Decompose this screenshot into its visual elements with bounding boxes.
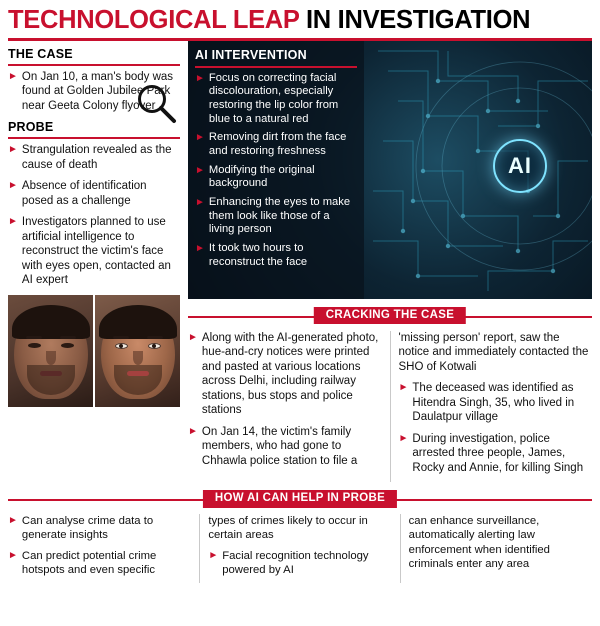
arrow-icon: ►	[8, 216, 18, 228]
arrow-icon: ►	[208, 549, 219, 561]
nose	[133, 351, 143, 365]
how-ai-col-2	[199, 514, 391, 583]
left-column	[8, 41, 180, 482]
eyebrow-left	[26, 336, 42, 339]
eye-left	[28, 343, 41, 348]
the-case-rule	[8, 64, 180, 66]
ai-intervention-bullet	[195, 131, 357, 158]
how-ai-col-1	[8, 514, 191, 583]
ai-intervention-heading: AI INTERVENTION	[195, 47, 307, 62]
mouth	[127, 371, 149, 376]
cracking-col-left	[188, 331, 382, 482]
ai-intervention-bullet-text: Enhancing the eyes to make them look like those of a living person	[208, 196, 351, 236]
victim-ai-reconstructed-photo	[95, 295, 180, 407]
magnifier-icon	[134, 81, 178, 125]
arrow-icon: ►	[195, 72, 205, 84]
eyebrow-left	[113, 336, 129, 339]
cracking-the-case-body	[188, 331, 592, 482]
probe-bullet	[8, 179, 180, 208]
arrow-icon: ►	[8, 549, 18, 561]
probe-heading: PROBE	[8, 120, 54, 135]
eyebrow-right	[147, 336, 163, 339]
cracking-bullet	[399, 331, 593, 374]
arrow-icon: ►	[195, 242, 205, 254]
hair	[99, 305, 177, 339]
mouth	[40, 371, 62, 376]
main-content	[0, 41, 600, 482]
page-title-black: IN INVESTIGATION	[305, 6, 531, 34]
ai-illustration-panel	[188, 41, 592, 299]
how-ai-bullet	[8, 549, 191, 577]
right-column	[188, 41, 592, 482]
ai-badge: AI	[493, 139, 547, 193]
how-ai-bullet	[208, 514, 391, 542]
hair	[12, 305, 90, 339]
ai-intervention-rule	[195, 66, 357, 68]
cracking-the-case-heading: CRACKING THE CASE	[314, 307, 466, 325]
arrow-icon: ►	[398, 382, 409, 394]
arrow-icon: ►	[188, 425, 198, 437]
how-ai-can-help-header	[8, 490, 592, 510]
arrow-icon: ►	[195, 164, 205, 176]
ai-intervention-bullet-text: Focus on correcting facial discolouration, especially restoring the lip color from blue to a natural red	[208, 71, 339, 125]
probe-section	[8, 120, 180, 287]
probe-bullet	[8, 215, 180, 287]
cracking-bullet-text: The deceased was identified as Hitendra Singh, 35, who lived in Daulatpur village	[412, 382, 575, 424]
eye-right	[148, 343, 161, 349]
cracking-bullet	[399, 381, 593, 424]
how-ai-can-help-body	[8, 514, 592, 583]
ai-intervention-section	[188, 41, 364, 299]
ai-intervention-bullet-text: It took two hours to reconstruct the face	[208, 241, 308, 268]
victim-photo-pair	[8, 295, 180, 407]
arrow-icon: ►	[8, 515, 18, 527]
arrow-icon: ►	[8, 180, 18, 192]
pupil	[152, 344, 156, 348]
arrow-icon: ►	[8, 144, 18, 156]
cracking-bullet-text: 'missing person' report, saw the notice and immediately contacted the SHO of Kotwali	[398, 331, 589, 373]
ai-intervention-bullet-text: Removing dirt from the face and restoring freshness	[208, 131, 347, 158]
cracking-bullet-text: On Jan 14, the victim's family members, who had gone to Chhawla police station to file a	[201, 425, 358, 467]
page-header	[0, 0, 600, 38]
how-ai-can-help-section	[0, 490, 600, 589]
arrow-icon: ►	[398, 432, 409, 444]
how-ai-bullet	[208, 549, 391, 577]
how-ai-col-3	[400, 514, 592, 583]
how-ai-bullet-text: can enhance surveillance, automatically alerting law enforcement when identified criminals enter any area	[408, 515, 550, 570]
ai-intervention-bullet	[195, 242, 357, 269]
probe-bullet	[8, 143, 180, 172]
ai-intervention-bullet	[195, 196, 357, 237]
ai-intervention-bullet	[195, 72, 357, 127]
eye-left	[115, 343, 128, 349]
probe-bullet-text: Strangulation revealed as the cause of death	[21, 144, 172, 171]
how-ai-bullet-text: Can predict potential crime hotspots and even specific	[21, 549, 157, 576]
cracking-the-case-header	[188, 307, 592, 327]
arrow-icon: ►	[188, 331, 198, 343]
pupil	[119, 344, 123, 348]
eye-right	[61, 343, 74, 348]
arrow-icon: ►	[195, 132, 205, 144]
the-case-heading: THE CASE	[8, 46, 73, 61]
eyebrow-right	[60, 336, 76, 339]
probe-bullet-text: Absence of identification posed as a challenge	[21, 180, 147, 207]
cracking-bullet-text: Along with the AI-generated photo, hue-and-cry notices were printed and pasted at various locations across Delhi, including railway stations, bus stops and police stations	[201, 331, 379, 417]
probe-rule	[8, 137, 180, 139]
face-shape	[101, 307, 175, 399]
victim-original-photo	[8, 295, 93, 407]
cracking-bullet	[188, 331, 382, 418]
cracking-bullet	[188, 425, 382, 468]
how-ai-bullet	[409, 514, 592, 571]
page-title-red: TECHNOLOGICAL LEAP	[8, 6, 300, 34]
cracking-bullet-text: During investigation, police arrested three people, James, Rocky and Annie, for killing Singh	[412, 432, 584, 474]
arrow-icon: ►	[8, 70, 18, 82]
the-case-bullet-text: On Jan 10, a man's body was found at Golden Jubilee Park near Geeta Colony flyover	[21, 70, 174, 112]
nose	[46, 351, 56, 365]
beard	[27, 365, 75, 395]
cracking-bullet	[399, 432, 593, 475]
ai-intervention-bullet	[195, 164, 357, 191]
face-shape	[14, 307, 88, 399]
probe-bullet-text: Investigators planned to use artificial intelligence to reconstruct the victim's face with eyes open, contacted an AI expert	[21, 216, 171, 287]
how-ai-can-help-heading: HOW AI CAN HELP IN PROBE	[203, 490, 397, 508]
cracking-col-right	[390, 331, 593, 482]
ai-intervention-bullet-text: Modifying the original background	[208, 163, 315, 190]
arrow-icon: ►	[195, 197, 205, 209]
how-ai-bullet	[8, 514, 191, 542]
beard	[114, 365, 162, 395]
how-ai-bullet-text: Facial recognition technology powered by AI	[222, 549, 369, 576]
page-title	[8, 7, 592, 34]
the-case-section	[8, 47, 180, 113]
how-ai-bullet-text: types of crimes likely to occur in certain areas	[208, 515, 368, 542]
how-ai-bullet-text: Can analyse crime data to generate insights	[21, 515, 154, 542]
